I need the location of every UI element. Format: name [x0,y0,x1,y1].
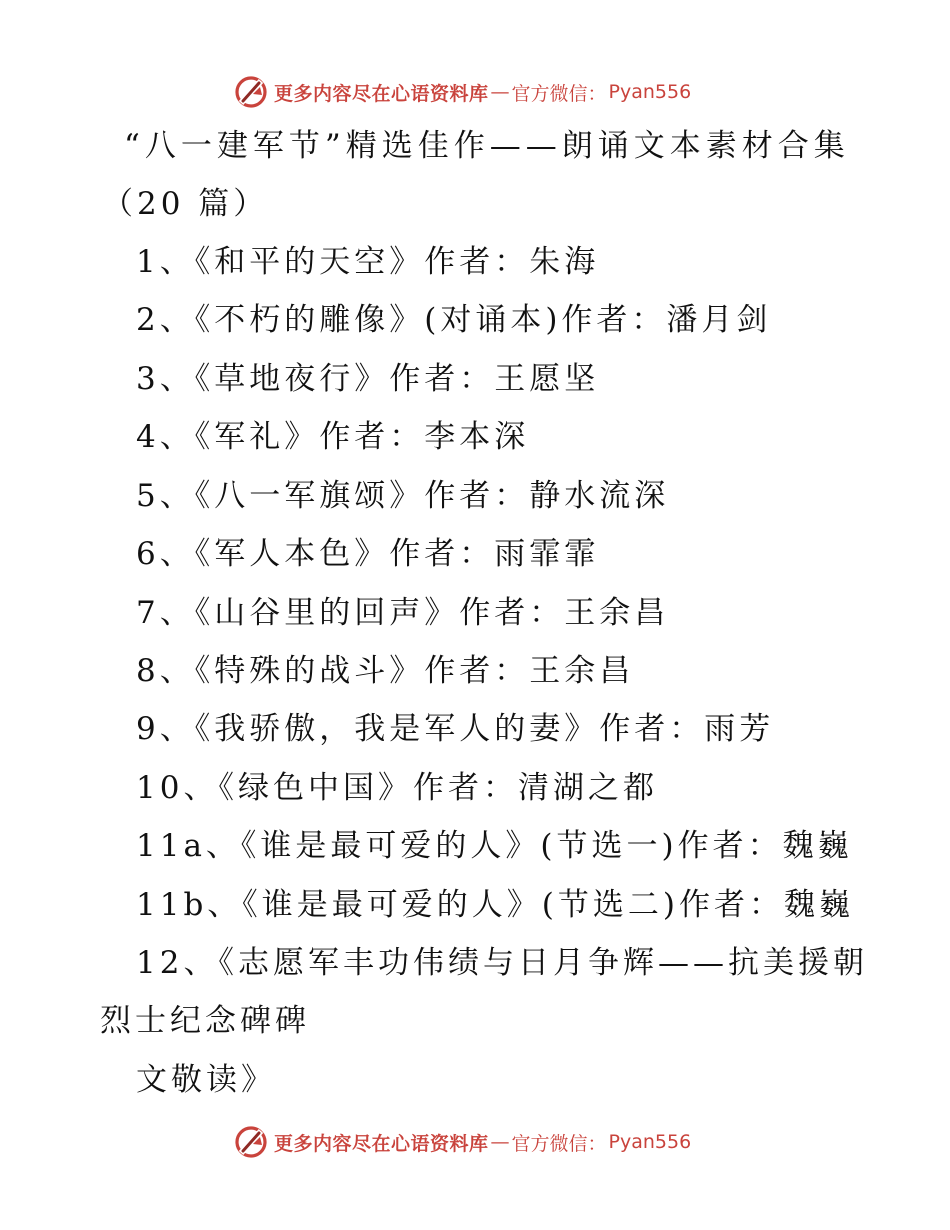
watermark-text: 更多内容尽在心语资料库 [274,1132,489,1155]
list-item: 12、《志愿军丰功伟绩与日月争辉——抗美援朝 [136,945,868,981]
list-item: 4、《军礼》作者：李本深 [136,419,530,455]
watermark-separator: — [490,81,510,103]
document-title-count: （20 篇） [102,186,269,222]
list-item: 1、《和平的天空》作者：朱海 [136,244,600,280]
watermark-wechat-label: 官方微信： [511,82,607,105]
watermark-banner-top [234,72,691,112]
watermark-wechat-label: 官方微信： [511,1132,607,1155]
watermark-text: 更多内容尽在心语资料库 [274,82,489,105]
list-item: 3、《草地夜行》作者：王愿坚 [136,361,600,397]
list-item-continuation: 烈士纪念碑碑 [100,1003,310,1039]
list-item: 11a、《谁是最可爱的人》(节选一)作者：魏巍 [136,828,853,864]
watermark-separator: — [490,1131,510,1153]
list-item: 9、《我骄傲，我是军人的妻》作者：雨芳 [136,711,775,747]
list-item-continuation: 文敬读》 [136,1062,276,1098]
document-title: “八一建军节”精选佳作——朗诵文本素材合集 [124,128,850,164]
list-item: 5、《八一军旗颂》作者：静水流深 [136,478,670,514]
watermark-wechat-id: Pyan556 [608,81,692,103]
pen-logo-icon [234,1125,268,1159]
watermark-wechat-id: Pyan556 [608,1131,692,1153]
pen-logo-icon [234,75,268,109]
list-item: 11b、《谁是最可爱的人》(节选二)作者：魏巍 [136,887,854,923]
list-item: 2、《不朽的雕像》(对诵本)作者：潘月剑 [136,302,772,338]
list-item: 8、《特殊的战斗》作者：王余昌 [136,653,635,689]
list-item: 10、《绿色中国》作者：清湖之都 [136,770,658,806]
list-item: 7、《山谷里的回声》作者：王余昌 [136,595,670,631]
list-item: 6、《军人本色》作者：雨霏霏 [136,536,600,572]
watermark-banner-bottom [234,1122,691,1162]
